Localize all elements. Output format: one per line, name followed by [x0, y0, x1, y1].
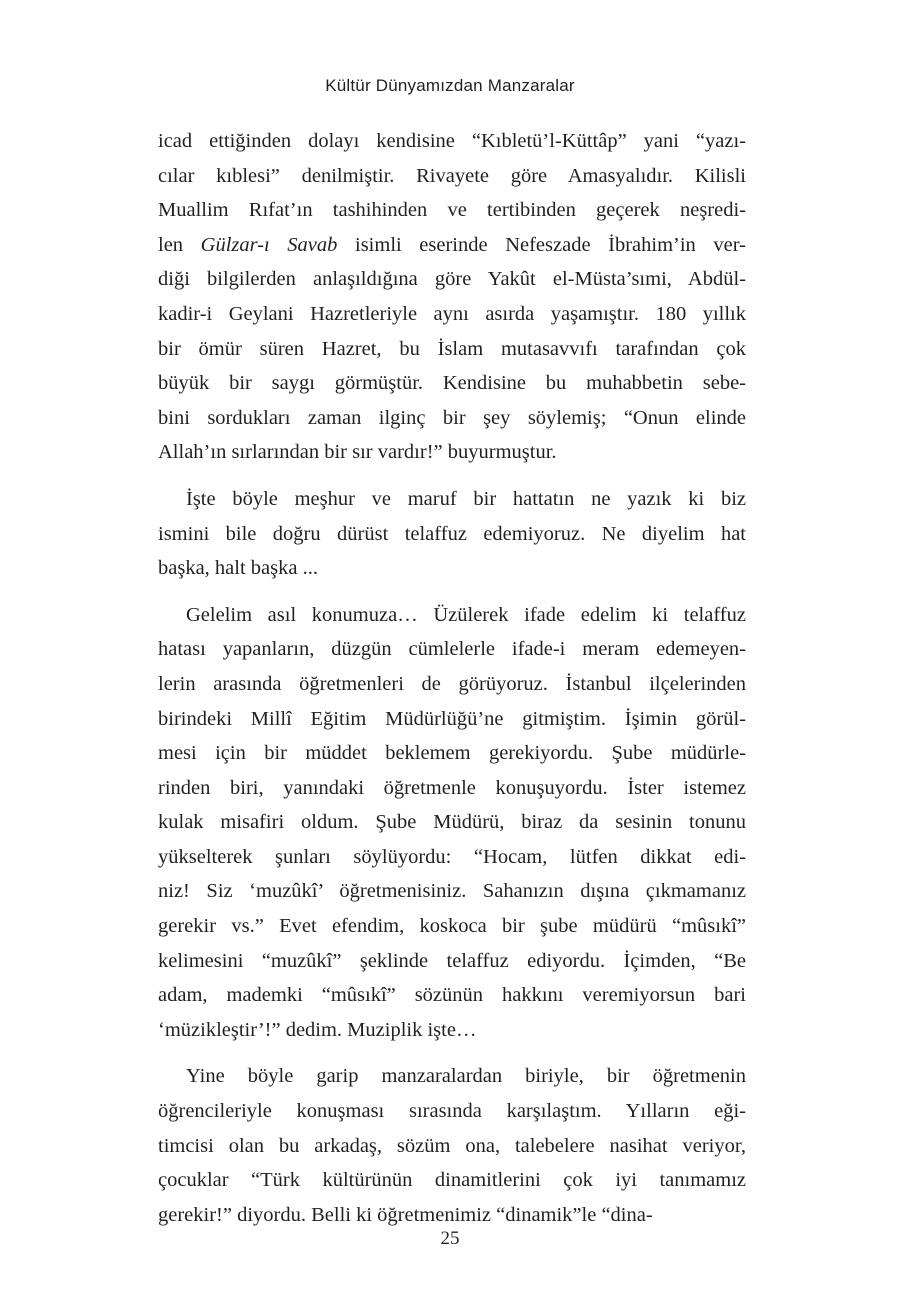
text-line: icad ettiğinden dolayı kendisine “Kıbletü’l-Küttâp” yani “yazı- — [158, 130, 746, 152]
text-line: Gelelim asıl konumuza… Üzülerek ifade edelim ki telaffuz — [186, 603, 746, 626]
text-line: birindeki Millî Eğitim Müdürlüğü’ne gitmiştim. İşimin görül- — [158, 707, 746, 730]
text-line: Allah’ın sırlarından bir sır vardır!” buyurmuştur. — [158, 441, 557, 464]
paragraph — [158, 598, 746, 1048]
text-line: kulak misafiri oldum. Şube Müdürü, biraz da sesinin tonunu — [158, 811, 746, 834]
text-line: ismini bile doğru dürüst telaffuz edemiyoruz. Ne diyelim hat — [158, 522, 746, 545]
text-line: başka, halt başka ... — [158, 557, 318, 580]
body-text — [158, 124, 746, 1244]
text-line: len Gülzar-ı Savab isimli eserinde Nefeszade İbrahim’in ver- — [158, 233, 746, 256]
text-line: yükselterek şunları söylüyordu: “Hocam, lütfen dikkat edi- — [158, 845, 746, 868]
text-line: rinden biri, yanındaki öğretmenle konuşuyordu. İster istemez — [158, 776, 746, 799]
text-line: diği bilgilerden anlaşıldığına göre Yakût el-Müsta’sımi, Abdül- — [158, 268, 746, 291]
text-line: gerekir!” diyordu. Belli ki öğretmenimiz “dinamik”le “dina- — [158, 1203, 653, 1226]
running-header: Kültür Dünyamızdan Manzaralar — [325, 76, 575, 95]
paragraph — [158, 1059, 746, 1232]
paragraph — [158, 482, 746, 586]
text-line: öğrencileriyle konuşması sırasında karşılaştım. Yılların eği- — [158, 1100, 746, 1123]
text-line: hatası yapanların, düzgün cümlelerle ifade-i meram edemeyen- — [158, 638, 746, 661]
text-line: büyük bir saygı görmüştür. Kendisine bu muhabbetin sebe- — [158, 372, 746, 395]
text-line: timcisi olan bu arkadaş, sözüm ona, talebelere nasihat veriyor, — [158, 1134, 746, 1157]
text-line: Yine böyle garip manzaralardan biriyle, bir öğretmenin — [186, 1065, 746, 1088]
text-line: İşte böyle meşhur ve maruf bir hattatın ne yazık ki biz — [186, 487, 746, 510]
text-line: ‘müzikleştir’!” dedim. Muziplik işte… — [158, 1018, 477, 1041]
text-line: kadir-i Geylani Hazretleriyle aynı asırda yaşamıştır. 180 yıllık — [158, 302, 746, 325]
text-line: çocuklar “Türk kültürünün dinamitlerini çok iyi tanımamız — [158, 1169, 746, 1192]
text-line: gerekir vs.” Evet efendim, koskoca bir şube müdürü “mûsıkî” — [158, 915, 746, 938]
text-line: niz! Siz ‘muzûkî’ öğretmenisiniz. Sahanızın dışına çıkmamanız — [158, 880, 746, 903]
text-line: kelimesini “muzûkî” şeklinde telaffuz ediyordu. İçimden, “Be — [158, 949, 746, 972]
text-line: bir ömür süren Hazret, bu İslam mutasavvıfı tarafından çok — [158, 337, 746, 360]
text-line: adam, mademki “mûsıkî” sözünün hakkını veremiyorsun bari — [158, 984, 746, 1007]
page-number: 25 — [440, 1228, 460, 1249]
text-line: bini sordukları zaman ilginç bir şey söylemiş; “Onun elinde — [158, 406, 746, 429]
text-line: cılar kıblesi” denilmiştir. Rivayete göre Amasyalıdır. Kilisli — [158, 164, 746, 187]
paragraph — [158, 124, 746, 470]
text-line: lerin arasında öğretmenleri de görüyoruz. İstanbul ilçelerinden — [158, 672, 746, 695]
text-line: mesi için bir müddet beklemem gerekiyordu. Şube müdürle- — [158, 742, 746, 765]
text-line: Muallim Rıfat’ın tashihinden ve tertibinden geçerek neşredi- — [158, 199, 746, 222]
